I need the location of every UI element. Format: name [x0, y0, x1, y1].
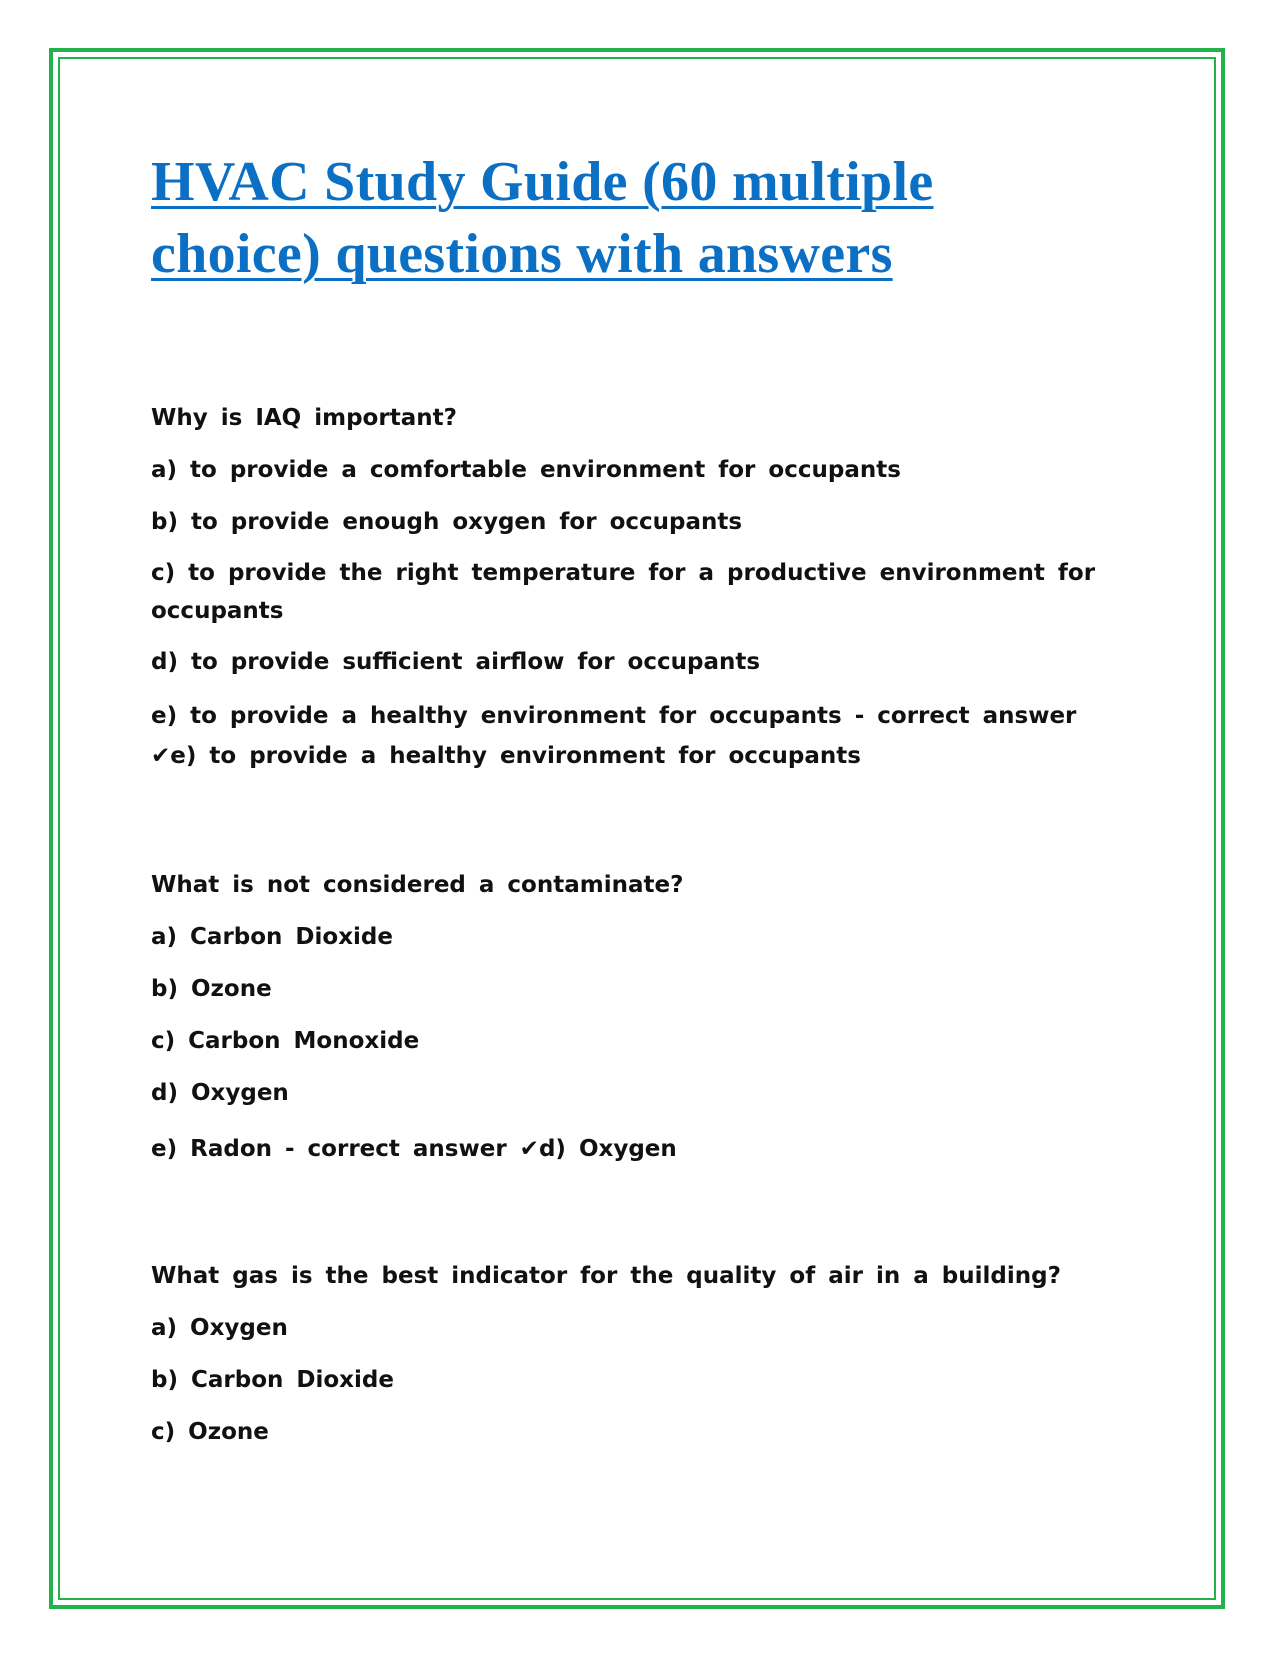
question-2: [151, 865, 1121, 1189]
question-1: [151, 398, 1121, 796]
question-2-option-c: c) Carbon Monoxide: [151, 1028, 420, 1054]
question-1-option-c: c) to provide the right temperature for a productive environment for occupants: [151, 560, 1096, 624]
question-1-text: Why is IAQ important?: [151, 405, 457, 431]
question-1-option-b: b) to provide enough oxygen for occupants: [151, 509, 743, 535]
question-1-option-a: a) to provide a comfortable environment for occupants: [151, 457, 901, 483]
question-3-option-a: a) Oxygen: [151, 1315, 288, 1341]
question-3-option-c: c) Ozone: [151, 1419, 269, 1445]
question-2-option-e-answer: e) Radon - correct answer ✔d) Oxygen: [151, 1136, 677, 1162]
question-2-option-a: a) Carbon Dioxide: [151, 924, 393, 950]
question-1-option-d: d) to provide sufficient airflow for occupants: [151, 649, 761, 675]
question-3: [151, 1256, 1121, 1472]
document-title-line-2[interactable]: choice) questions with answers: [151, 223, 893, 285]
document-title[interactable]: [151, 146, 1121, 290]
question-3-text: What gas is the best indicator for the quality of air in a building?: [151, 1263, 1061, 1289]
question-2-option-b: b) Ozone: [151, 976, 272, 1002]
question-1-option-e-answer: e) to provide a healthy environment for occupants - correct answer ✔e) to provide a healthy environment for occupants: [151, 703, 1077, 769]
question-3-option-b: b) Carbon Dioxide: [151, 1367, 394, 1393]
document-body: [151, 146, 1121, 1445]
question-2-option-d: d) Oxygen: [151, 1080, 289, 1106]
document-title-line-1[interactable]: HVAC Study Guide (60 multiple: [151, 151, 934, 213]
question-2-text: What is not considered a contaminate?: [151, 872, 684, 898]
